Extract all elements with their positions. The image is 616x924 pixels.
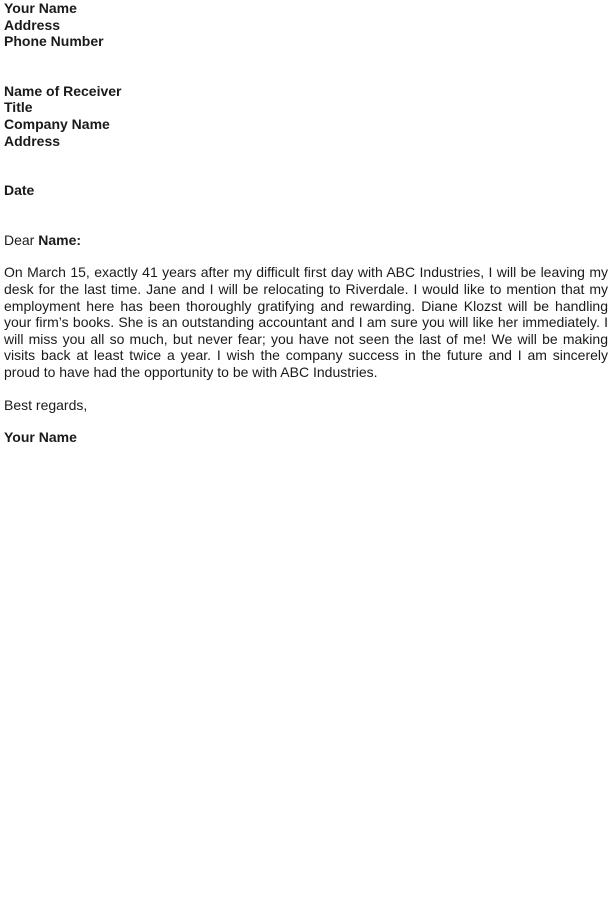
receiver-company: Company Name [4, 115, 110, 132]
greeting-line [4, 232, 610, 249]
receiver-block [4, 83, 610, 149]
sender-name: Your Name [4, 0, 77, 16]
letter-body: On March 15, exactly 41 years after my difficult first day with ABC Industries, I will be leaving my desk for the last time. Jane and I will be relocating to Riverdale. I would like to mention that my employment here has been thoroughly gratifying and rewarding. Diane Klozst will be handling your firm’s books. She is an outstanding accountant and I am sure you will like her immediately. I will miss you all so much, but never fear; you have not seen the last of me! We will be making visits back at least twice a year. I wish the company success in the future and I am sincerely proud to have had the opportunity to be with ABC Industries. [4, 264, 608, 380]
sender-phone: Phone Number [4, 33, 104, 50]
sender-block [4, 0, 610, 50]
closing-line: Best regards, [4, 396, 88, 413]
date-block [4, 182, 610, 199]
receiver-title: Title [4, 99, 33, 116]
receiver-address: Address [4, 132, 61, 149]
receiver-name: Name of Receiver [4, 82, 122, 99]
signature-name: Your Name [4, 429, 77, 446]
greeting-name: Name: [38, 231, 82, 248]
sender-address: Address [4, 16, 61, 33]
greeting-salutation: Dear [4, 231, 35, 248]
letter-date: Date [4, 182, 35, 199]
